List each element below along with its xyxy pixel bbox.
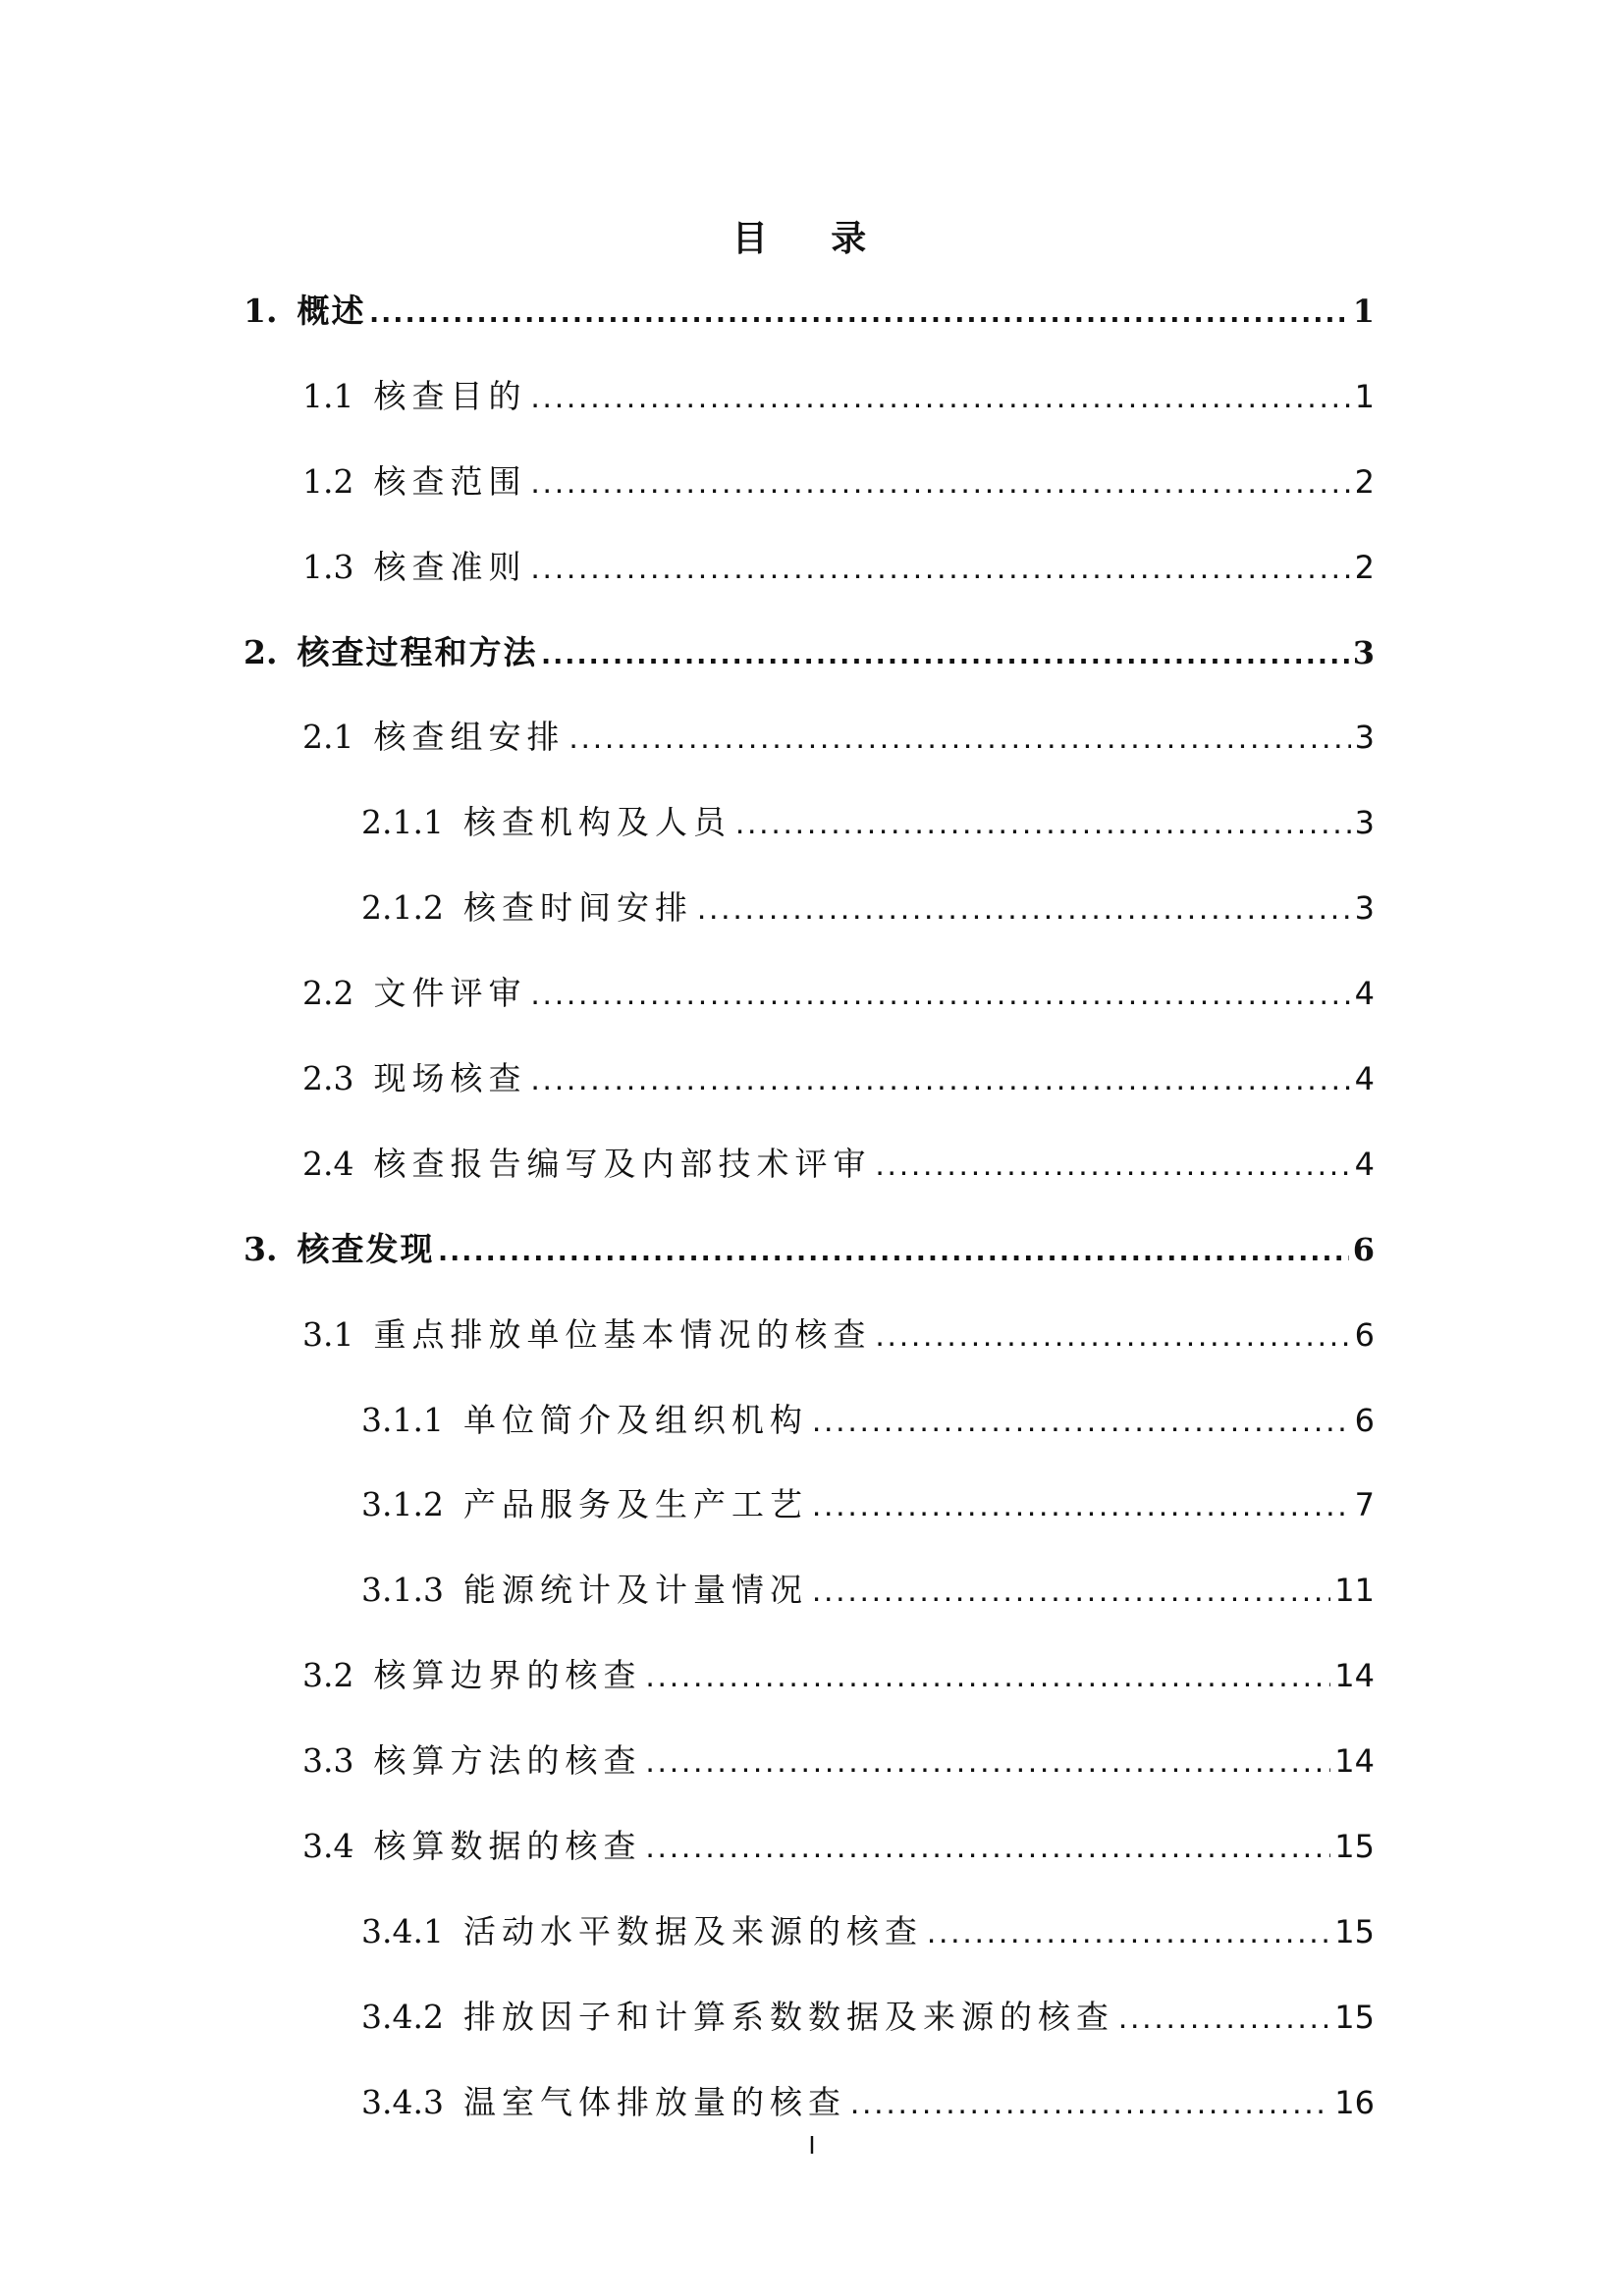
dot-leader xyxy=(541,624,1348,681)
dot-leader xyxy=(645,1733,1330,1789)
dot-leader xyxy=(530,368,1350,425)
toc-entry-title: 核查准则 xyxy=(373,547,527,586)
toc-entry[interactable] xyxy=(244,1733,1375,1818)
toc-entry[interactable] xyxy=(244,624,1375,710)
toc-entry[interactable] xyxy=(244,1989,1375,2074)
toc-entry-page: 2 xyxy=(1354,462,1375,501)
toc-entry-number: 3.4.2 xyxy=(361,1997,444,2036)
toc-entry-title: 核查时间安排 xyxy=(462,888,693,928)
toc-entry-number: 3.4.1 xyxy=(361,1911,444,1950)
toc-entry-number: 2.1 xyxy=(302,718,354,757)
toc-entry-page: 2 xyxy=(1354,548,1375,586)
toc-entry-page: 15 xyxy=(1334,1912,1375,1950)
toc-entry-page: 6 xyxy=(1354,1401,1375,1439)
toc-entry-page: 4 xyxy=(1354,975,1375,1013)
toc-entry-page: 3 xyxy=(1354,719,1375,757)
toc-entry[interactable] xyxy=(244,1050,1375,1136)
toc-entry-number: 1.2 xyxy=(302,461,354,501)
toc-entry[interactable] xyxy=(244,539,1375,624)
toc-entry[interactable] xyxy=(244,1903,1375,1989)
dot-leader xyxy=(530,965,1350,1022)
toc-entry-page: 7 xyxy=(1354,1486,1375,1524)
table-of-contents xyxy=(244,283,1375,2160)
page-number-footer: I xyxy=(808,2130,816,2160)
toc-entry[interactable] xyxy=(244,1476,1375,1562)
toc-entry-number: 3. xyxy=(244,1229,278,1268)
toc-entry-title: 核查范围 xyxy=(373,461,527,501)
toc-entry[interactable] xyxy=(244,965,1375,1050)
toc-entry-title: 单位简介及组织机构 xyxy=(462,1400,808,1439)
toc-entry-title: 核查机构及人员 xyxy=(462,803,731,842)
dot-leader xyxy=(875,1307,1350,1363)
toc-entry[interactable] xyxy=(244,880,1375,965)
toc-entry-number: 3.1.3 xyxy=(361,1571,444,1610)
toc-entry-title: 核查过程和方法 xyxy=(297,632,538,671)
toc-entry-title: 排放因子和计算系数数据及来源的核查 xyxy=(462,1997,1114,2036)
toc-entry[interactable] xyxy=(244,1221,1375,1307)
toc-entry-page: 14 xyxy=(1334,1742,1375,1781)
toc-entry-title: 产品服务及生产工艺 xyxy=(462,1485,808,1524)
toc-entry[interactable] xyxy=(244,454,1375,539)
toc-entry-title: 现场核查 xyxy=(373,1059,527,1098)
toc-entry-number: 3.1 xyxy=(302,1314,354,1354)
toc-entry-title: 核算数据的核查 xyxy=(373,1827,642,1866)
toc-entry-number: 3.2 xyxy=(302,1656,354,1695)
toc-entry-title: 重点排放单位基本情况的核查 xyxy=(373,1314,872,1354)
toc-entry-number: 1. xyxy=(244,292,278,330)
toc-entry[interactable] xyxy=(244,1818,1375,1903)
toc-entry-title: 核算方法的核查 xyxy=(373,1741,642,1781)
toc-entry[interactable] xyxy=(244,794,1375,880)
toc-entry-number: 2.2 xyxy=(302,974,354,1013)
dot-leader xyxy=(697,880,1351,936)
dot-leader xyxy=(645,1818,1330,1875)
toc-entry-title: 核查报告编写及内部技术评审 xyxy=(373,1144,872,1183)
toc-entry-page: 6 xyxy=(1352,1230,1375,1268)
toc-entry-page: 3 xyxy=(1354,889,1375,928)
dot-leader xyxy=(812,1476,1351,1533)
toc-entry-page: 14 xyxy=(1334,1657,1375,1695)
dot-leader xyxy=(735,794,1351,851)
dot-leader xyxy=(568,709,1350,766)
toc-entry-page: 16 xyxy=(1334,2083,1375,2121)
toc-entry-number: 1.1 xyxy=(302,376,354,415)
toc-entry-number: 3.4.3 xyxy=(361,2082,444,2121)
dot-leader xyxy=(1118,1989,1330,2046)
toc-entry-number: 3.1.2 xyxy=(361,1485,444,1524)
toc-title: 目 录 xyxy=(731,218,893,259)
toc-entry-page: 15 xyxy=(1334,1998,1375,2036)
toc-entry-title: 概述 xyxy=(297,292,366,330)
toc-entry[interactable] xyxy=(244,1136,1375,1221)
dot-leader xyxy=(850,2074,1330,2131)
toc-entry-number: 2.1.2 xyxy=(361,888,444,928)
dot-leader xyxy=(369,283,1348,340)
toc-entry-page: 1 xyxy=(1352,293,1375,330)
dot-leader xyxy=(530,1050,1350,1107)
toc-entry-page: 3 xyxy=(1352,633,1375,671)
toc-entry-title: 核算边界的核查 xyxy=(373,1656,642,1695)
dot-leader xyxy=(530,539,1350,596)
toc-entry-title: 核查目的 xyxy=(373,376,527,415)
toc-entry-number: 2.4 xyxy=(302,1144,354,1183)
toc-entry-page: 11 xyxy=(1334,1572,1375,1610)
toc-entry[interactable] xyxy=(244,1647,1375,1733)
toc-entry-title: 核查组安排 xyxy=(373,718,566,757)
toc-entry-title: 文件评审 xyxy=(373,974,527,1013)
dot-leader xyxy=(645,1647,1330,1704)
toc-entry-number: 2. xyxy=(244,632,278,671)
toc-entry-title: 活动水平数据及来源的核查 xyxy=(462,1911,923,1950)
dot-leader xyxy=(875,1136,1350,1193)
toc-entry-page: 3 xyxy=(1354,804,1375,842)
toc-entry-number: 2.1.1 xyxy=(361,803,444,842)
toc-entry-number: 3.3 xyxy=(302,1741,354,1781)
toc-entry[interactable] xyxy=(244,283,1375,368)
dot-leader xyxy=(438,1221,1348,1278)
dot-leader xyxy=(812,1392,1351,1449)
toc-entry-number: 1.3 xyxy=(302,547,354,586)
toc-entry-number: 3.4 xyxy=(302,1827,354,1866)
toc-entry-number: 3.1.1 xyxy=(361,1400,444,1439)
toc-entry-number: 2.3 xyxy=(302,1059,354,1098)
toc-entry-page: 4 xyxy=(1354,1060,1375,1098)
dot-leader xyxy=(530,454,1350,510)
toc-entry-page: 15 xyxy=(1334,1828,1375,1866)
toc-entry[interactable] xyxy=(244,1562,1375,1647)
toc-entry-title: 核查发现 xyxy=(297,1229,435,1268)
toc-entry-title: 温室气体排放量的核查 xyxy=(462,2082,846,2121)
toc-entry-page: 6 xyxy=(1354,1315,1375,1354)
dot-leader xyxy=(927,1903,1330,1960)
toc-entry-title: 能源统计及计量情况 xyxy=(462,1571,808,1610)
toc-entry[interactable] xyxy=(244,709,1375,794)
toc-entry-page: 4 xyxy=(1354,1145,1375,1183)
toc-entry-page: 1 xyxy=(1354,377,1375,415)
toc-entry[interactable] xyxy=(244,368,1375,454)
toc-entry[interactable] xyxy=(244,1392,1375,1477)
toc-entry[interactable] xyxy=(244,1307,1375,1392)
dot-leader xyxy=(812,1562,1330,1619)
